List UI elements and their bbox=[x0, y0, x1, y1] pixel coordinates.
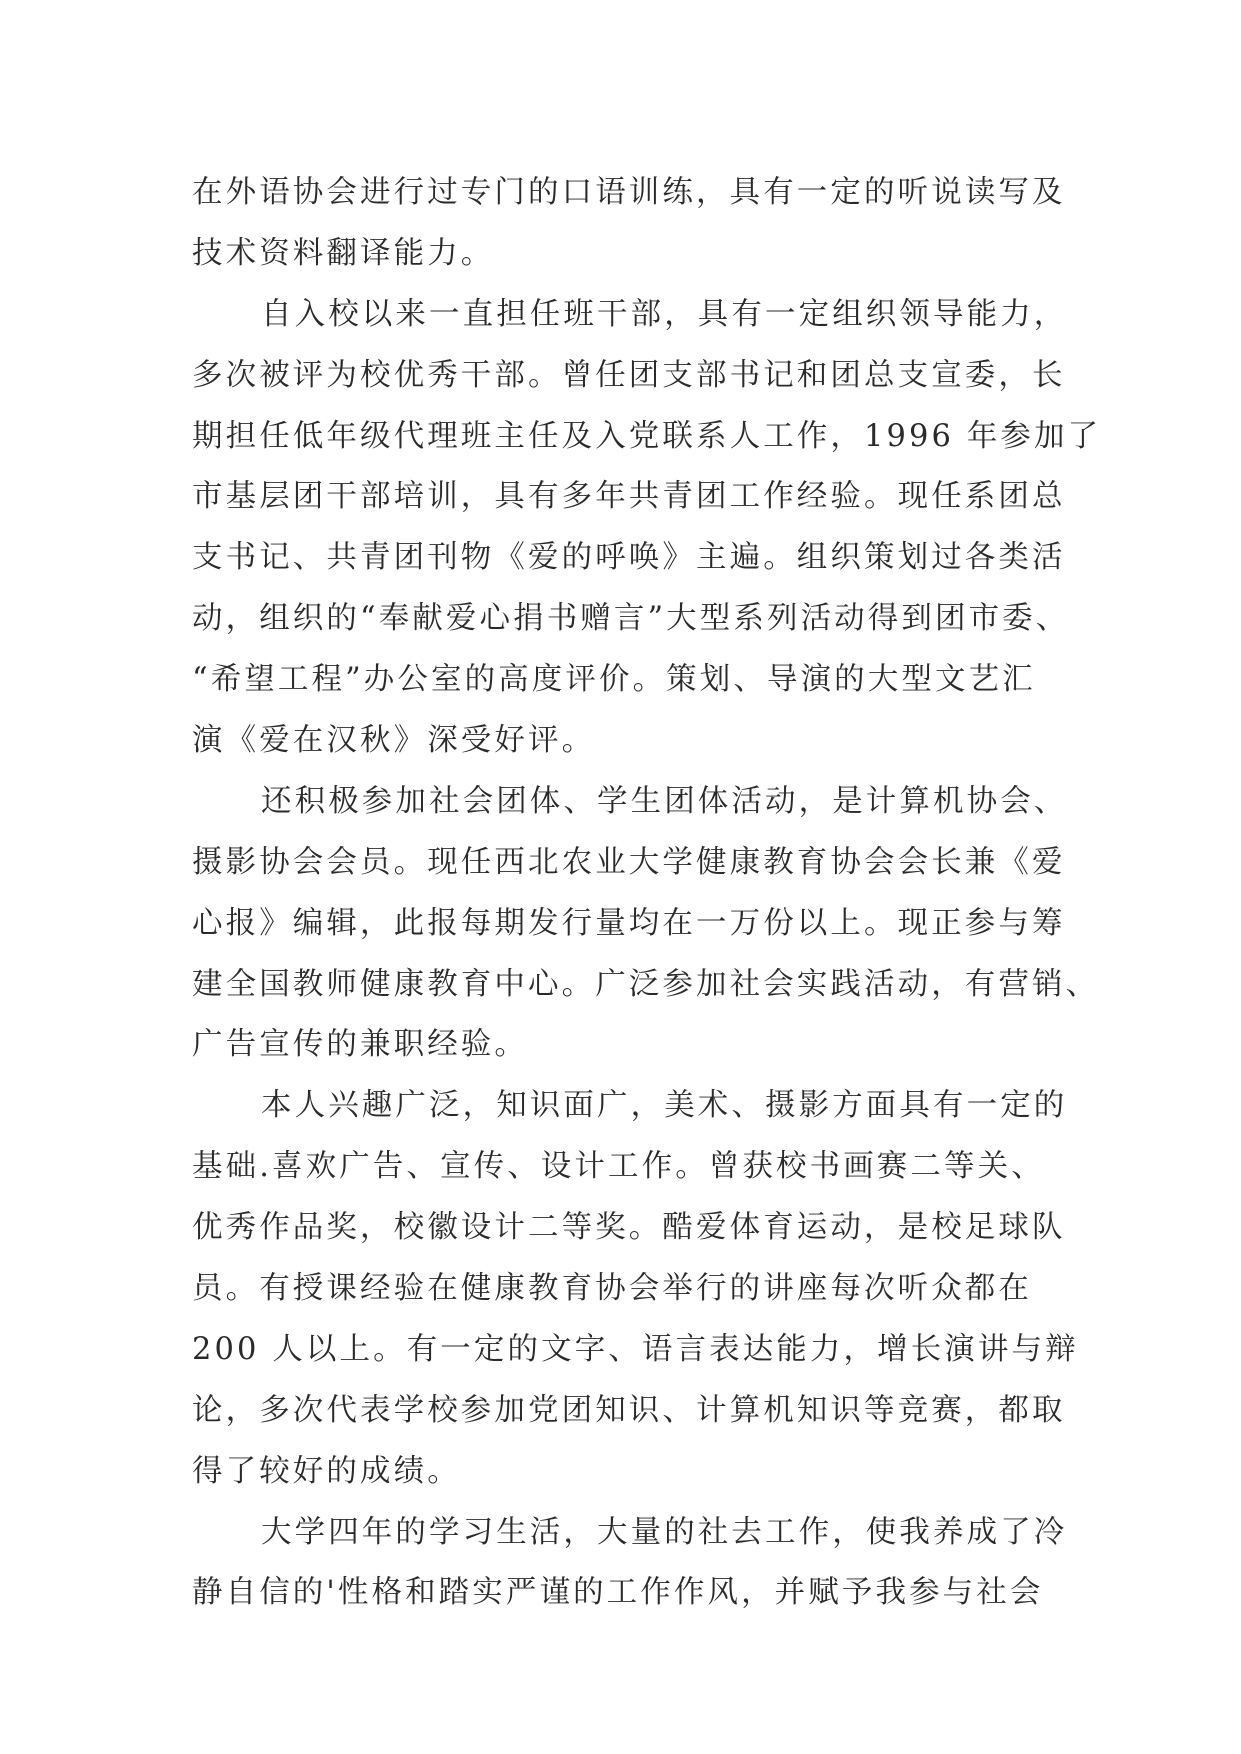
document-body bbox=[192, 163, 1102, 1624]
paragraph-4-line-2: 基础.喜欢广告、宣传、设计工作。曾获校书画赛二等关、 bbox=[192, 1149, 1045, 1185]
paragraph-3-line-3: 心报》编辑，此报每期发行量均在一万份以上。现正参与筹 bbox=[192, 905, 1066, 941]
paragraph-4-line-6: 论，多次代表学校参加党团知识、计算机知识等竞赛，都取 bbox=[192, 1392, 1066, 1428]
paragraph-2-line-2: 多次被评为校优秀干部。曾任团支部书记和团总支宣委，长 bbox=[192, 357, 1066, 393]
paragraph-2-line-3: 期担任低年级代理班主任及入党联系人工作，1996 年参加了 bbox=[192, 418, 1102, 454]
paragraph-3-line-1: 还积极参加社会团体、学生团体活动，是计算机协会、 bbox=[261, 783, 1068, 819]
paragraph-3-line-4: 建全国教师健康教育中心。广泛参加社会实践活动，有营销、 bbox=[192, 966, 1100, 1002]
paragraph-4-line-4: 员。有授课经验在健康教育协会举行的讲座每次听众都在 bbox=[192, 1271, 1032, 1307]
paragraph-4-line-3: 优秀作品奖，校徽设计二等奖。酷爱体育运动，是校足球队 bbox=[192, 1210, 1066, 1246]
paragraph-2-line-8: 演《爱在汉秋》深受好评。 bbox=[192, 723, 596, 759]
paragraph-2-line-6: 动，组织的“奉献爱心捐书赠言”大型系列活动得到团市委、 bbox=[192, 601, 1070, 637]
paragraph-4-line-7: 得了较好的成绩。 bbox=[192, 1453, 461, 1489]
paragraph-4-line-5: 200 人以上。有一定的文字、语言表达能力，增长演讲与辩 bbox=[192, 1331, 1079, 1367]
paragraph-3-line-2: 摄影协会会员。现任西北农业大学健康教育协会会长兼《爱 bbox=[192, 844, 1066, 880]
paragraph-5-line-1: 大学四年的学习生活，大量的社去工作，使我养成了冷 bbox=[261, 1514, 1068, 1550]
paragraph-5-line-2: 静自信的'性格和踏实严谨的工作作风，并赋予我参与社会 bbox=[192, 1575, 1044, 1611]
paragraph-1-line-1: 在外语协会进行过专门的口语训练，具有一定的听说读写及 bbox=[192, 175, 1066, 210]
paragraph-3-line-5: 广告宣传的兼职经验。 bbox=[192, 1027, 528, 1063]
paragraph-2-line-7: “希望工程”办公室的高度评价。策划、导演的大型文艺汇 bbox=[192, 662, 1036, 698]
paragraph-2-line-5: 支书记、共青团刊物《爱的呼唤》主遍。组织策划过各类活 bbox=[192, 540, 1066, 576]
paragraph-2-line-1: 自入校以来一直担任班干部，具有一定组织领导能力， bbox=[261, 296, 1068, 332]
paragraph-2-line-4: 市基层团干部培训，具有多年共青团工作经验。现任系团总 bbox=[192, 479, 1066, 515]
paragraph-1-line-2: 技术资料翻译能力。 bbox=[192, 235, 495, 271]
paragraph-4-line-1: 本人兴趣广泛，知识面广，美术、摄影方面具有一定的 bbox=[261, 1088, 1068, 1124]
